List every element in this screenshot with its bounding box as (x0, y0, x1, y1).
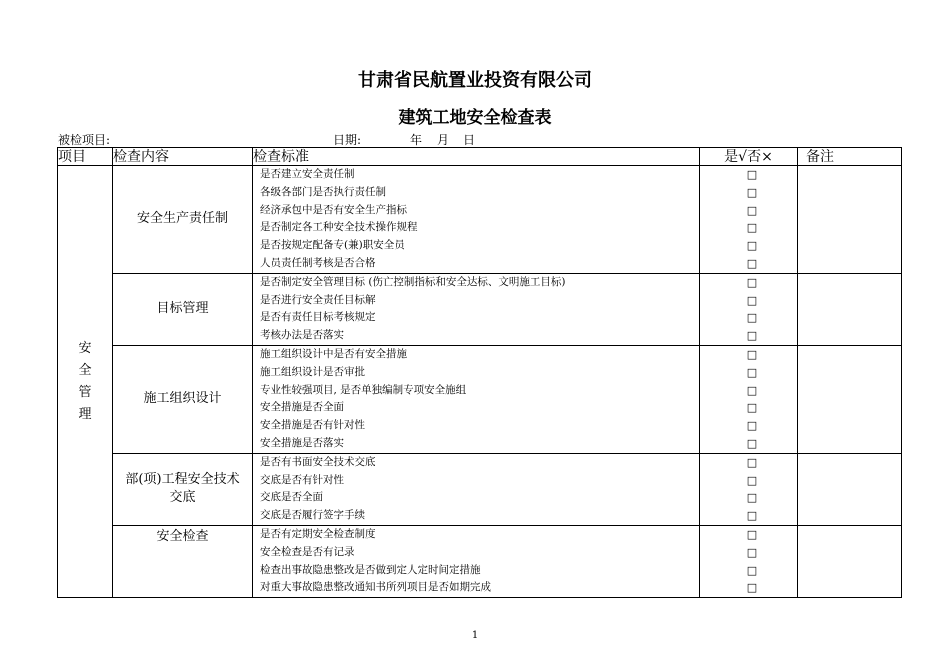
yes-no-checkbox[interactable]: □ (746, 383, 758, 397)
section-name (113, 453, 253, 525)
month-label: 月 (437, 133, 450, 147)
standard-item: 人员责任制考核是否合格 (260, 256, 376, 269)
yes-no-checkbox[interactable]: □ (746, 275, 758, 289)
table-header-row (58, 148, 902, 166)
standard-item: 是否有定期安全检查制度 (260, 527, 376, 540)
yes-no-checkbox[interactable]: □ (746, 347, 758, 361)
standard-list (253, 525, 700, 597)
yes-no-checkbox[interactable]: □ (746, 527, 758, 541)
remarks-cell[interactable] (798, 453, 902, 525)
standard-item: 专业性较强项目, 是否单独编制专项安全施组 (260, 383, 467, 396)
header-remarks: 备注 (798, 148, 902, 166)
section-name-line: 部(项)工程安全技术 (125, 472, 240, 488)
standard-item: 交底是否有针对性 (260, 473, 344, 486)
table-row (58, 453, 902, 525)
category-char: 全 (78, 362, 92, 378)
checkbox-list (700, 345, 798, 453)
standard-item: 各级各部门是否执行责任制 (260, 185, 386, 198)
yes-no-checkbox[interactable]: □ (746, 203, 758, 217)
standard-item: 是否按规定配备专(兼)职安全员 (260, 239, 405, 252)
standard-item: 是否有责任目标考核规定 (260, 311, 376, 324)
table-row (58, 273, 902, 345)
remarks-cell[interactable] (798, 345, 902, 453)
checkbox-list (700, 525, 798, 597)
checkbox-list (700, 273, 798, 345)
section-name: 安全检查 (113, 525, 253, 597)
yes-no-checkbox[interactable]: □ (746, 419, 758, 433)
day-label: 日 (463, 133, 476, 147)
category-char: 安 (78, 340, 92, 356)
yes-no-checkbox[interactable]: □ (746, 221, 758, 235)
yes-no-checkbox[interactable]: □ (746, 581, 758, 595)
checkbox-list (700, 166, 798, 274)
standard-item: 是否制定安全管理目标 (伤亡控制指标和安全达标、文明施工目标) (260, 275, 566, 288)
yes-no-checkbox[interactable]: □ (746, 293, 758, 307)
header-yes-no: 是√否× (700, 148, 798, 166)
standard-item: 考核办法是否落实 (260, 329, 344, 342)
page-number: 1 (471, 630, 479, 641)
yes-no-checkbox[interactable]: □ (746, 509, 758, 523)
standard-item: 安全检查是否有记录 (260, 545, 355, 558)
inspection-table (57, 147, 902, 598)
category-char: 管 (78, 384, 92, 400)
year-label: 年 (410, 133, 423, 147)
standard-item: 安全措施是否落实 (260, 436, 344, 449)
standard-item: 施工组织设计是否审批 (260, 365, 365, 378)
header-item: 项目 (58, 148, 113, 166)
category-cell (58, 166, 113, 598)
table-row (58, 525, 902, 597)
standard-item: 施工组织设计中是否有安全措施 (260, 347, 407, 360)
standard-list (253, 166, 700, 274)
standard-list (253, 273, 700, 345)
yes-no-checkbox[interactable]: □ (746, 491, 758, 505)
header-standard: 检查标准 (253, 148, 700, 166)
section-name-line: 交底 (169, 490, 196, 506)
section-name: 施工组织设计 (113, 345, 253, 453)
remarks-cell[interactable] (798, 166, 902, 274)
standard-item: 交底是否履行签字手续 (260, 509, 365, 522)
yes-no-checkbox[interactable]: □ (746, 239, 758, 253)
checkbox-list (700, 453, 798, 525)
remarks-cell[interactable] (798, 273, 902, 345)
project-label: 被检项目: (58, 133, 111, 147)
yes-no-checkbox[interactable]: □ (746, 168, 758, 181)
section-name: 目标管理 (113, 273, 253, 345)
yes-no-checkbox[interactable]: □ (746, 329, 758, 343)
table-row (58, 345, 902, 453)
header-content: 检查内容 (113, 148, 253, 166)
table-row (58, 166, 902, 274)
standard-item: 安全措施是否全面 (260, 401, 344, 414)
standard-item: 是否有书面安全技术交底 (260, 455, 376, 468)
form-title: 建筑工地安全检查表 (398, 108, 552, 128)
standard-item: 是否制定各工种安全技术操作规程 (260, 221, 418, 234)
yes-no-checkbox[interactable]: □ (746, 185, 758, 199)
yes-no-checkbox[interactable]: □ (746, 365, 758, 379)
yes-no-checkbox[interactable]: □ (746, 401, 758, 415)
standard-item: 检查出事故隐患整改是否做到定人定时间定措施 (260, 563, 481, 576)
standard-item: 安全措施是否有针对性 (260, 419, 365, 432)
standard-item: 是否进行安全责任目标解 (260, 293, 376, 306)
yes-no-checkbox[interactable]: □ (746, 256, 758, 270)
standard-list (253, 345, 700, 453)
yes-no-checkbox[interactable]: □ (746, 563, 758, 577)
yes-no-checkbox[interactable]: □ (746, 455, 758, 469)
section-name: 安全生产责任制 (113, 166, 253, 274)
yes-no-checkbox[interactable]: □ (746, 436, 758, 450)
date-label: 日期: (333, 133, 362, 147)
standard-list (253, 453, 700, 525)
standard-item: 是否建立安全责任制 (260, 168, 355, 180)
company-name: 甘肃省民航置业投资有限公司 (358, 70, 592, 91)
yes-no-checkbox[interactable]: □ (746, 473, 758, 487)
yes-no-checkbox[interactable]: □ (746, 311, 758, 325)
standard-item: 交底是否全面 (260, 491, 323, 504)
yes-no-checkbox[interactable]: □ (746, 545, 758, 559)
remarks-cell[interactable] (798, 525, 902, 597)
standard-item: 经济承包中是否有安全生产指标 (260, 203, 407, 216)
standard-item: 对重大事故隐患整改通知书所列项目是否如期完成 (260, 581, 491, 594)
category-char: 理 (78, 406, 92, 422)
